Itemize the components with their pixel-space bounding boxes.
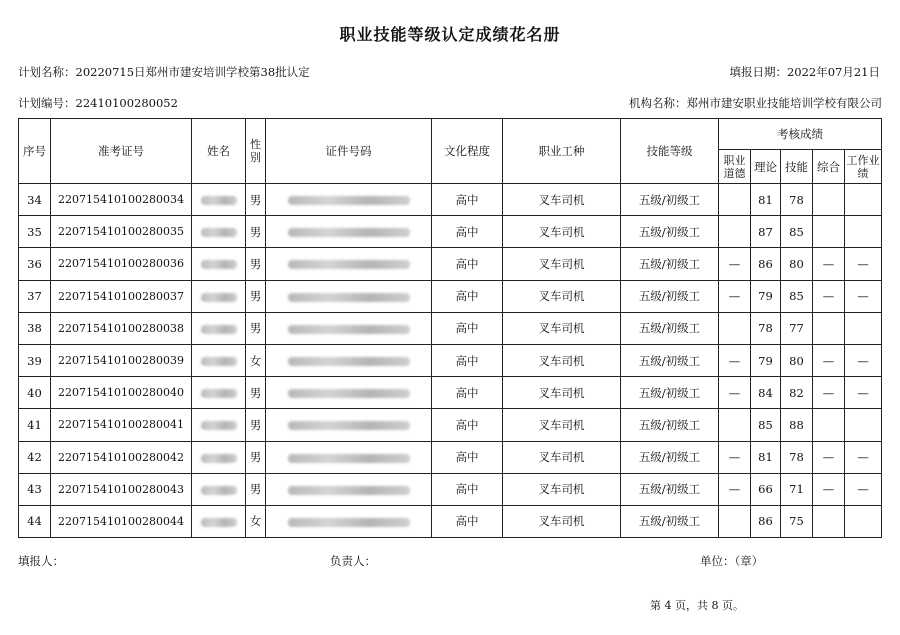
row-gender: 男	[246, 441, 266, 473]
row-exam-number: 220715410100280037	[51, 280, 192, 312]
row-work-score: —	[845, 377, 882, 409]
row-skill-level: 五级/初级工	[621, 473, 719, 505]
table-row	[19, 409, 882, 441]
redacted-id-number	[288, 293, 410, 302]
header-education: 文化程度	[432, 119, 503, 184]
row-id-number	[266, 377, 432, 409]
row-seq: 35	[19, 216, 51, 248]
row-seq: 40	[19, 377, 51, 409]
row-skill-score: 82	[781, 377, 813, 409]
row-ethics-score	[719, 409, 751, 441]
row-skill-level: 五级/初级工	[621, 344, 719, 376]
row-seq: 42	[19, 441, 51, 473]
row-education: 高中	[432, 344, 503, 376]
row-skill-level: 五级/初级工	[621, 248, 719, 280]
row-exam-number: 220715410100280034	[51, 184, 192, 216]
row-exam-number: 220715410100280039	[51, 344, 192, 376]
row-exam-number: 220715410100280038	[51, 312, 192, 344]
header-gender: 性别	[246, 119, 266, 184]
row-occupation: 叉车司机	[503, 280, 621, 312]
table-row	[19, 216, 882, 248]
row-theory-score: 81	[751, 441, 781, 473]
row-work-score: —	[845, 473, 882, 505]
row-seq: 39	[19, 344, 51, 376]
row-ethics-score: —	[719, 473, 751, 505]
redacted-id-number	[288, 421, 410, 430]
row-gender: 男	[246, 409, 266, 441]
row-name	[192, 441, 246, 473]
row-comprehensive-score	[813, 184, 845, 216]
row-theory-score: 87	[751, 216, 781, 248]
row-exam-number: 220715410100280041	[51, 409, 192, 441]
row-skill-level: 五级/初级工	[621, 312, 719, 344]
header-skill-level: 技能等级	[621, 119, 719, 184]
row-skill-score: 85	[781, 216, 813, 248]
row-seq: 38	[19, 312, 51, 344]
row-theory-score: 86	[751, 248, 781, 280]
header-name: 姓名	[192, 119, 246, 184]
row-theory-score: 78	[751, 312, 781, 344]
row-skill-score: 71	[781, 473, 813, 505]
header-scores-group: 考核成绩	[719, 119, 882, 150]
row-gender: 男	[246, 248, 266, 280]
row-ethics-score: —	[719, 248, 751, 280]
plan-name: 计划名称：20220715日郑州市建安培训学校第38批认定	[18, 65, 310, 79]
row-skill-level: 五级/初级工	[621, 441, 719, 473]
row-gender: 男	[246, 216, 266, 248]
row-id-number	[266, 184, 432, 216]
row-education: 高中	[432, 473, 503, 505]
row-education: 高中	[432, 312, 503, 344]
row-gender: 女	[246, 505, 266, 537]
header-comprehensive: 综合	[813, 150, 845, 184]
header-work-performance: 工作业绩	[845, 150, 882, 184]
redacted-id-number	[288, 357, 410, 366]
row-id-number	[266, 312, 432, 344]
row-comprehensive-score	[813, 216, 845, 248]
row-skill-score: 80	[781, 248, 813, 280]
redacted-id-number	[288, 454, 410, 463]
row-education: 高中	[432, 184, 503, 216]
row-skill-level: 五级/初级工	[621, 280, 719, 312]
row-exam-number: 220715410100280044	[51, 505, 192, 537]
row-skill-score: 75	[781, 505, 813, 537]
row-occupation: 叉车司机	[503, 344, 621, 376]
row-exam-number: 220715410100280035	[51, 216, 192, 248]
row-theory-score: 84	[751, 377, 781, 409]
redacted-id-number	[288, 325, 410, 334]
row-ethics-score	[719, 216, 751, 248]
row-id-number	[266, 344, 432, 376]
redacted-name	[201, 421, 237, 430]
fill-date: 填报日期：2022年07月21日	[729, 65, 880, 79]
row-name	[192, 409, 246, 441]
row-name	[192, 312, 246, 344]
row-skill-level: 五级/初级工	[621, 409, 719, 441]
table-row	[19, 377, 882, 409]
row-work-score	[845, 184, 882, 216]
row-ethics-score: —	[719, 344, 751, 376]
row-comprehensive-score: —	[813, 344, 845, 376]
row-work-score	[845, 409, 882, 441]
row-skill-level: 五级/初级工	[621, 216, 719, 248]
row-gender: 男	[246, 280, 266, 312]
table-row	[19, 344, 882, 376]
row-id-number	[266, 216, 432, 248]
unit-seal-label: 单位：（章）	[700, 554, 764, 568]
row-comprehensive-score: —	[813, 441, 845, 473]
organization-name: 机构名称：郑州市建安职业技能培训学校有限公司	[629, 96, 882, 110]
row-work-score	[845, 216, 882, 248]
row-exam-number: 220715410100280036	[51, 248, 192, 280]
page-indicator: 第 4 页，共 8 页。	[650, 599, 744, 612]
row-seq: 41	[19, 409, 51, 441]
row-name	[192, 344, 246, 376]
row-gender: 男	[246, 473, 266, 505]
row-name	[192, 216, 246, 248]
row-occupation: 叉车司机	[503, 441, 621, 473]
row-ethics-score: —	[719, 377, 751, 409]
row-education: 高中	[432, 248, 503, 280]
filler-label: 填报人：	[18, 554, 64, 568]
table-row	[19, 441, 882, 473]
row-id-number	[266, 505, 432, 537]
redacted-name	[201, 260, 237, 269]
row-name	[192, 473, 246, 505]
row-occupation: 叉车司机	[503, 312, 621, 344]
row-work-score: —	[845, 280, 882, 312]
row-comprehensive-score: —	[813, 280, 845, 312]
redacted-id-number	[288, 260, 410, 269]
row-education: 高中	[432, 409, 503, 441]
row-seq: 36	[19, 248, 51, 280]
row-work-score	[845, 312, 882, 344]
row-id-number	[266, 248, 432, 280]
row-seq: 37	[19, 280, 51, 312]
redacted-id-number	[288, 196, 410, 205]
page-title: 职业技能等级认定成绩花名册	[339, 25, 561, 44]
redacted-name	[201, 325, 237, 334]
row-education: 高中	[432, 216, 503, 248]
header-seq: 序号	[19, 119, 51, 184]
row-education: 高中	[432, 377, 503, 409]
row-comprehensive-score	[813, 409, 845, 441]
table-row	[19, 184, 882, 216]
row-name	[192, 248, 246, 280]
redacted-id-number	[288, 389, 410, 398]
table-row	[19, 280, 882, 312]
row-id-number	[266, 280, 432, 312]
row-skill-score: 88	[781, 409, 813, 441]
row-skill-level: 五级/初级工	[621, 505, 719, 537]
row-work-score: —	[845, 344, 882, 376]
row-seq: 34	[19, 184, 51, 216]
row-id-number	[266, 409, 432, 441]
row-exam-number: 220715410100280040	[51, 377, 192, 409]
table-row	[19, 312, 882, 344]
header-ethics: 职业道德	[719, 150, 751, 184]
row-gender: 女	[246, 344, 266, 376]
redacted-name	[201, 389, 237, 398]
table-row	[19, 248, 882, 280]
header-theory: 理论	[751, 150, 781, 184]
row-occupation: 叉车司机	[503, 409, 621, 441]
row-skill-score: 80	[781, 344, 813, 376]
redacted-name	[201, 486, 237, 495]
row-theory-score: 81	[751, 184, 781, 216]
row-name	[192, 280, 246, 312]
row-education: 高中	[432, 505, 503, 537]
redacted-name	[201, 196, 237, 205]
row-name	[192, 184, 246, 216]
row-exam-number: 220715410100280043	[51, 473, 192, 505]
row-name	[192, 377, 246, 409]
row-skill-score: 85	[781, 280, 813, 312]
redacted-id-number	[288, 486, 410, 495]
table-row	[19, 473, 882, 505]
row-skill-score: 78	[781, 184, 813, 216]
row-comprehensive-score	[813, 505, 845, 537]
redacted-id-number	[288, 518, 410, 527]
header-skill: 技能	[781, 150, 813, 184]
redacted-name	[201, 518, 237, 527]
row-occupation: 叉车司机	[503, 216, 621, 248]
row-seq: 43	[19, 473, 51, 505]
row-skill-level: 五级/初级工	[621, 184, 719, 216]
row-ethics-score: —	[719, 441, 751, 473]
row-work-score: —	[845, 248, 882, 280]
row-exam-number: 220715410100280042	[51, 441, 192, 473]
row-comprehensive-score	[813, 312, 845, 344]
header-exam-number: 准考证号	[51, 119, 192, 184]
row-occupation: 叉车司机	[503, 377, 621, 409]
row-ethics-score	[719, 184, 751, 216]
table-row	[19, 505, 882, 537]
row-education: 高中	[432, 280, 503, 312]
row-id-number	[266, 473, 432, 505]
redacted-id-number	[288, 228, 410, 237]
row-occupation: 叉车司机	[503, 473, 621, 505]
row-occupation: 叉车司机	[503, 248, 621, 280]
redacted-name	[201, 228, 237, 237]
redacted-name	[201, 454, 237, 463]
row-ethics-score	[719, 312, 751, 344]
row-skill-level: 五级/初级工	[621, 377, 719, 409]
row-ethics-score: —	[719, 280, 751, 312]
row-ethics-score	[719, 505, 751, 537]
redacted-name	[201, 357, 237, 366]
row-name	[192, 505, 246, 537]
redacted-name	[201, 293, 237, 302]
row-comprehensive-score: —	[813, 473, 845, 505]
header-occupation: 职业工种	[503, 119, 621, 184]
row-work-score: —	[845, 441, 882, 473]
row-comprehensive-score: —	[813, 377, 845, 409]
row-theory-score: 85	[751, 409, 781, 441]
row-seq: 44	[19, 505, 51, 537]
row-gender: 男	[246, 184, 266, 216]
row-gender: 男	[246, 312, 266, 344]
row-theory-score: 86	[751, 505, 781, 537]
row-gender: 男	[246, 377, 266, 409]
responsible-label: 负责人：	[330, 554, 376, 568]
row-occupation: 叉车司机	[503, 505, 621, 537]
row-theory-score: 79	[751, 344, 781, 376]
row-id-number	[266, 441, 432, 473]
row-skill-score: 78	[781, 441, 813, 473]
plan-number: 计划编号：22410100280052	[18, 96, 178, 110]
row-occupation: 叉车司机	[503, 184, 621, 216]
header-id-number: 证件号码	[266, 119, 432, 184]
row-theory-score: 79	[751, 280, 781, 312]
row-theory-score: 66	[751, 473, 781, 505]
row-comprehensive-score: —	[813, 248, 845, 280]
row-skill-score: 77	[781, 312, 813, 344]
row-education: 高中	[432, 441, 503, 473]
score-roster-table	[18, 118, 882, 538]
row-work-score	[845, 505, 882, 537]
